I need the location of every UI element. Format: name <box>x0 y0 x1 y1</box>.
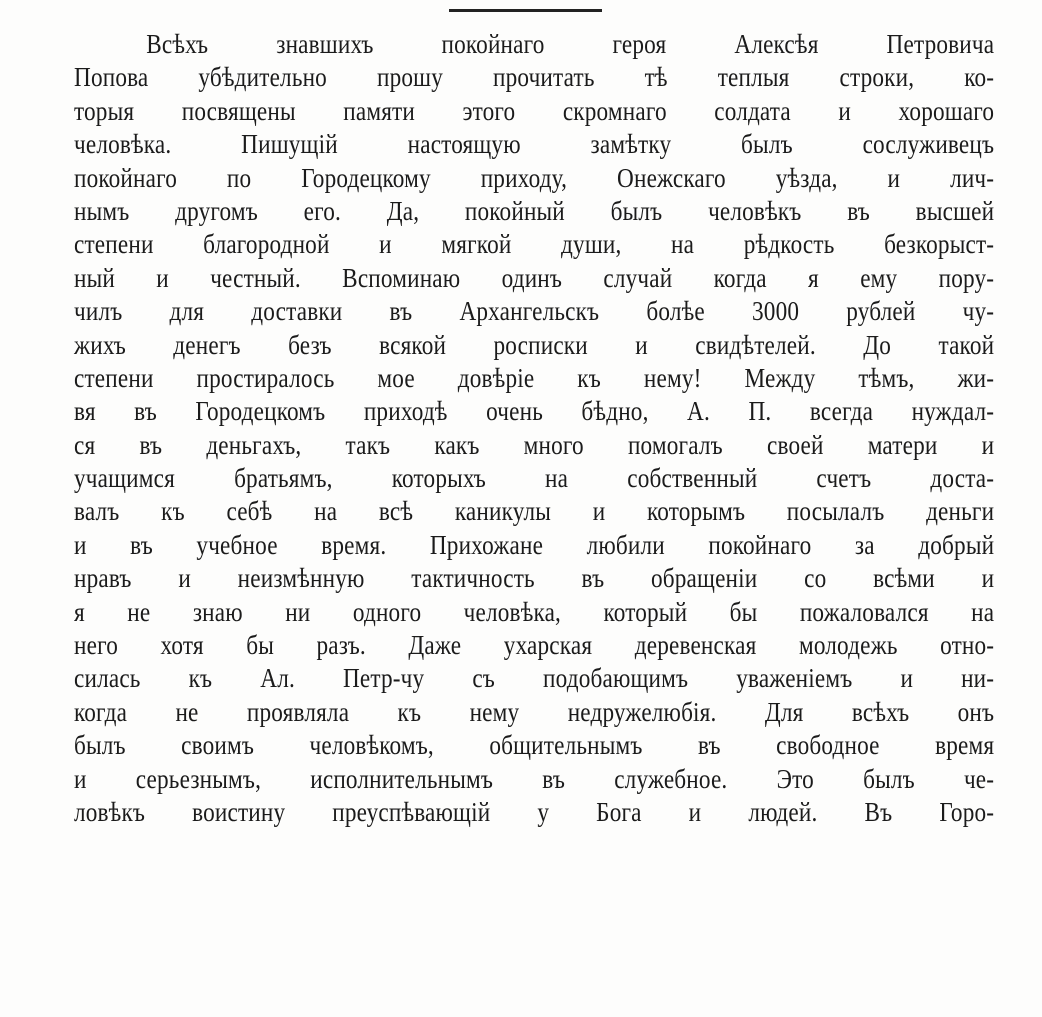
text-line: чилъ для доставки въ Архангельскъ болѣе 3000 рублей чу- <box>74 296 995 327</box>
text-line: учащимся братьямъ, которыхъ на собственный счетъ доста- <box>74 463 995 494</box>
text-line: когда не проявляла къ нему недружелюбія. Для всѣхъ онъ <box>74 696 995 727</box>
text-line: вя въ Городецкомъ приходѣ очень бѣдно, А. П. всегда нуждал- <box>74 396 995 427</box>
text-line: и серьезнымъ, исполнительнымъ въ служебное. Это былъ че- <box>74 763 995 794</box>
text-line: него хотя бы разъ. Даже ухарская деревенская молодежь отно- <box>74 630 995 661</box>
text-line: былъ своимъ человѣкомъ, общительнымъ въ свободное время <box>74 730 995 761</box>
body-text <box>74 28 994 829</box>
text-line: Всѣхъ знавшихъ покойнаго героя Алексѣя Петровича <box>146 29 995 59</box>
text-line: я не знаю ни одного человѣка, который бы пожаловался на <box>74 596 995 627</box>
text-line: ся въ деньгахъ, такъ какъ много помогалъ своей матери и <box>74 429 995 460</box>
text-line: нравъ и неизмѣнную тактичность въ обращеніи со всѣми и <box>74 563 995 594</box>
text-line: Попова убѣдительно прошу прочитать тѣ теплыя строки, ко- <box>74 62 995 93</box>
text-line: и въ учебное время. Прихожане любили покойнаго за добрый <box>74 529 995 560</box>
text-line: торыя посвящены памяти этого скромнаго солдата и хорошаго <box>74 95 995 126</box>
text-line: нымъ другомъ его. Да, покойный былъ человѣкъ въ высшей <box>74 195 995 226</box>
top-separator-rule <box>449 9 602 12</box>
text-line: степени благородной и мягкой души, на рѣдкость безкорыст- <box>74 229 995 260</box>
text-line: степени простиралось мое довѣріе къ нему! Между тѣмъ, жи- <box>74 362 995 393</box>
text-line: ный и честный. Вспоминаю одинъ случай когда я ему пору- <box>74 262 995 293</box>
text-line: жихъ денегъ безъ всякой росписки и свидѣтелей. До такой <box>74 329 995 360</box>
text-line: покойнаго по Городецкому приходу, Онежскаго уѣзда, и лич- <box>74 162 995 193</box>
text-line: человѣка. Пишущій настоящую замѣтку былъ сослуживецъ <box>74 129 995 160</box>
text-line: ловѣкъ воистину преуспѣвающій у Бога и людей. Въ Горо- <box>74 796 995 827</box>
text-line: силась къ Ал. Петр-чу съ подобающимъ уваженіемъ и ни- <box>74 663 995 694</box>
text-line: валъ къ себѣ на всѣ каникулы и которымъ посылалъ деньги <box>74 496 995 527</box>
